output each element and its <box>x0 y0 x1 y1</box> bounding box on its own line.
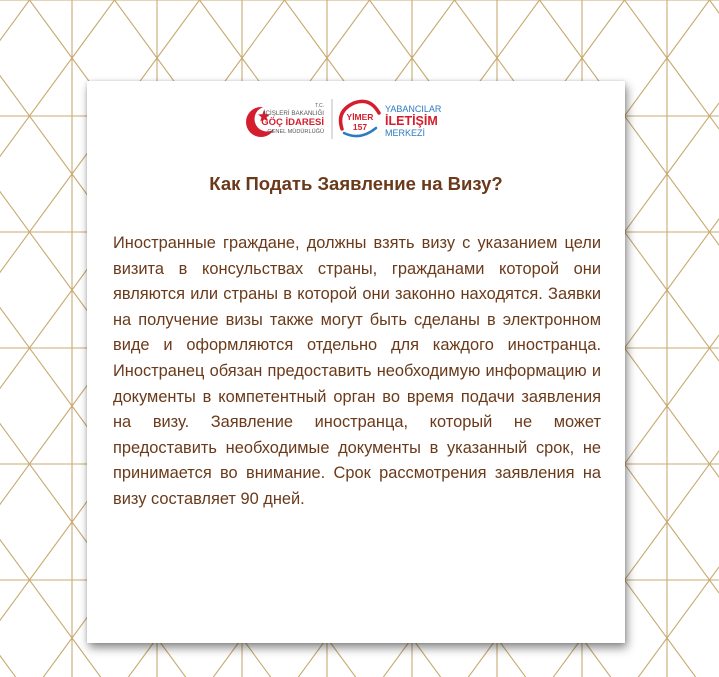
ministry-label: İÇİŞLERİ BAKANLIĞI <box>263 110 324 117</box>
goc-idaresi-logo <box>246 103 324 137</box>
yimer-label: YİMER <box>346 112 374 122</box>
directorate-label: GENEL MÜDÜRLÜĞÜ <box>267 129 324 135</box>
header-logos <box>242 95 502 149</box>
body-text: Иностранные граждане, должны взять визу с указанием цели визита в консульствах страны, гражданами которой они являются или страны в которой они законно находятся. Заявки на получение визы также могут быть сделаны в электронном виде и оформляются отдельно для каждого иностранца. Иностранец обязан предоставить необходимую информацию и документы в компетентный орган во время подачи заявления на визу. Заявление иностранца, который не может предоставить необходимые документы в указанный срок, не принимается во внимание. Срок рассмотрения заявления на визу составляет 90 дней. <box>113 234 601 508</box>
info-card <box>87 81 625 643</box>
iletisim-label: İLETİŞİM <box>385 114 438 128</box>
yabancilar-label: YABANCILAR <box>385 104 442 114</box>
tc-label: T.C. <box>315 103 324 109</box>
merkezi-label: MERKEZİ <box>385 128 426 138</box>
yimer-logo <box>341 101 442 138</box>
agency-label: GÖÇ İDARESİ <box>261 117 324 128</box>
yimer-number: 157 <box>352 122 368 132</box>
page-title: Как Подать Заявление на Визу? <box>209 173 503 194</box>
